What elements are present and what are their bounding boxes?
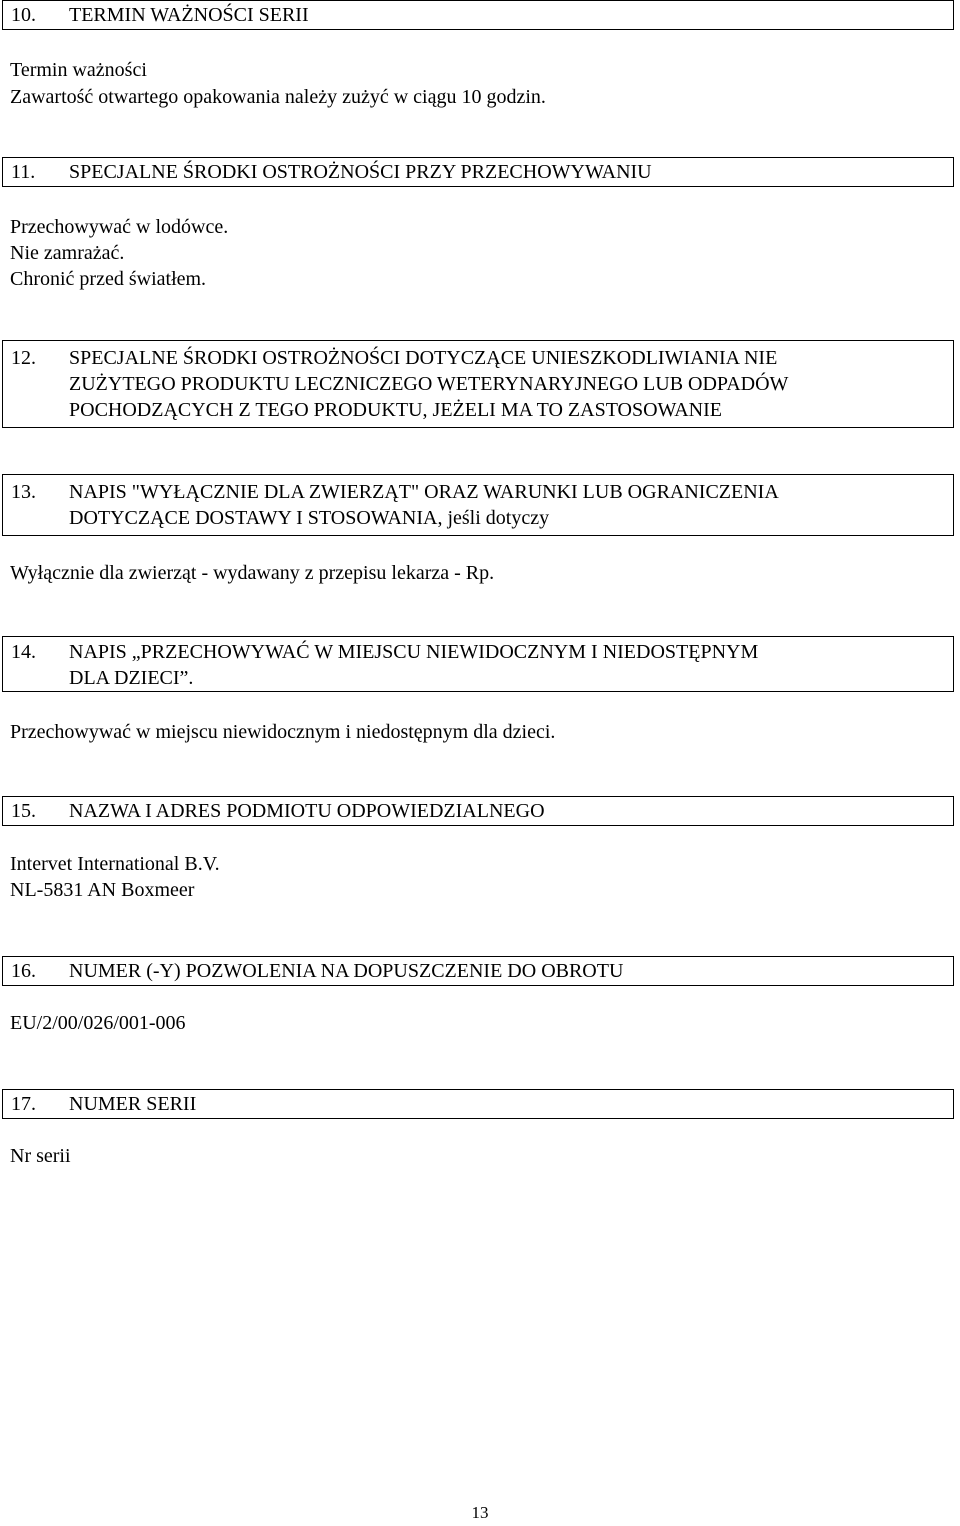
section-11-line-3: Chronić przed światłem. xyxy=(10,268,207,290)
section-title-line-1: SPECJALNE ŚRODKI OSTROŻNOŚCI DOTYCZĄCE UNIESZKODLIWIANIA NIE xyxy=(69,347,778,369)
section-15-header xyxy=(2,796,954,826)
section-17-header xyxy=(2,1089,954,1119)
section-15-line-1: Intervet International B.V. xyxy=(10,853,220,875)
section-number: 17. xyxy=(11,1093,36,1115)
section-title-line-1: NAPIS „PRZECHOWYWAĆ W MIEJSCU NIEWIDOCZNYM I NIEDOSTĘPNYM xyxy=(69,641,759,663)
section-11-header xyxy=(2,157,954,187)
section-15-line-2: NL-5831 AN Boxmeer xyxy=(10,879,195,901)
section-number: 10. xyxy=(11,4,36,26)
section-10-line-2: Zawartość otwartego opakowania należy zużyć w ciągu 10 godzin. xyxy=(10,86,546,108)
section-16-line-1: EU/2/00/026/001-006 xyxy=(10,1012,186,1034)
section-11-line-1: Przechowywać w lodówce. xyxy=(10,216,229,238)
section-14-header xyxy=(2,636,954,692)
section-title-line-2: DLA DZIECI”. xyxy=(69,667,194,689)
section-10-header xyxy=(2,0,954,30)
section-number: 14. xyxy=(11,641,36,663)
section-number: 16. xyxy=(11,960,36,982)
section-title-line-3: POCHODZĄCYCH Z TEGO PRODUKTU, JEŻELI MA TO ZASTOSOWANIE xyxy=(69,399,722,421)
section-17-line-1: Nr serii xyxy=(10,1145,71,1167)
section-10-line-1: Termin ważności xyxy=(10,59,147,81)
section-title: NUMER SERII xyxy=(69,1093,197,1115)
section-title: SPECJALNE ŚRODKI OSTROŻNOŚCI PRZY PRZECHOWYWANIU xyxy=(69,161,652,183)
section-14-line-1: Przechowywać w miejscu niewidocznym i niedostępnym dla dzieci. xyxy=(10,721,556,743)
section-13-line-1: Wyłącznie dla zwierząt - wydawany z przepisu lekarza - Rp. xyxy=(10,562,495,584)
section-13-header xyxy=(2,474,954,536)
section-number: 15. xyxy=(11,800,36,822)
section-number: 13. xyxy=(11,481,36,503)
section-title-line-2: ZUŻYTEGO PRODUKTU LECZNICZEGO WETERYNARYJNEGO LUB ODPADÓW xyxy=(69,373,789,395)
section-title-line-2: DOTYCZĄCE DOSTAWY I STOSOWANIA, jeśli dotyczy xyxy=(69,507,550,529)
section-title-line-1: NAPIS "WYŁĄCZNIE DLA ZWIERZĄT" ORAZ WARUNKI LUB OGRANICZENIA xyxy=(69,481,779,503)
section-number: 11. xyxy=(11,161,36,183)
section-number: 12. xyxy=(11,347,36,369)
section-title: NUMER (-Y) POZWOLENIA NA DOPUSZCZENIE DO OBROTU xyxy=(69,960,624,982)
page-number: 13 xyxy=(471,1503,489,1522)
section-16-header xyxy=(2,956,954,986)
section-12-header xyxy=(2,340,954,428)
section-11-line-2: Nie zamrażać. xyxy=(10,242,125,264)
section-title: NAZWA I ADRES PODMIOTU ODPOWIEDZIALNEGO xyxy=(69,800,545,822)
section-title: TERMIN WAŻNOŚCI SERII xyxy=(69,4,309,26)
